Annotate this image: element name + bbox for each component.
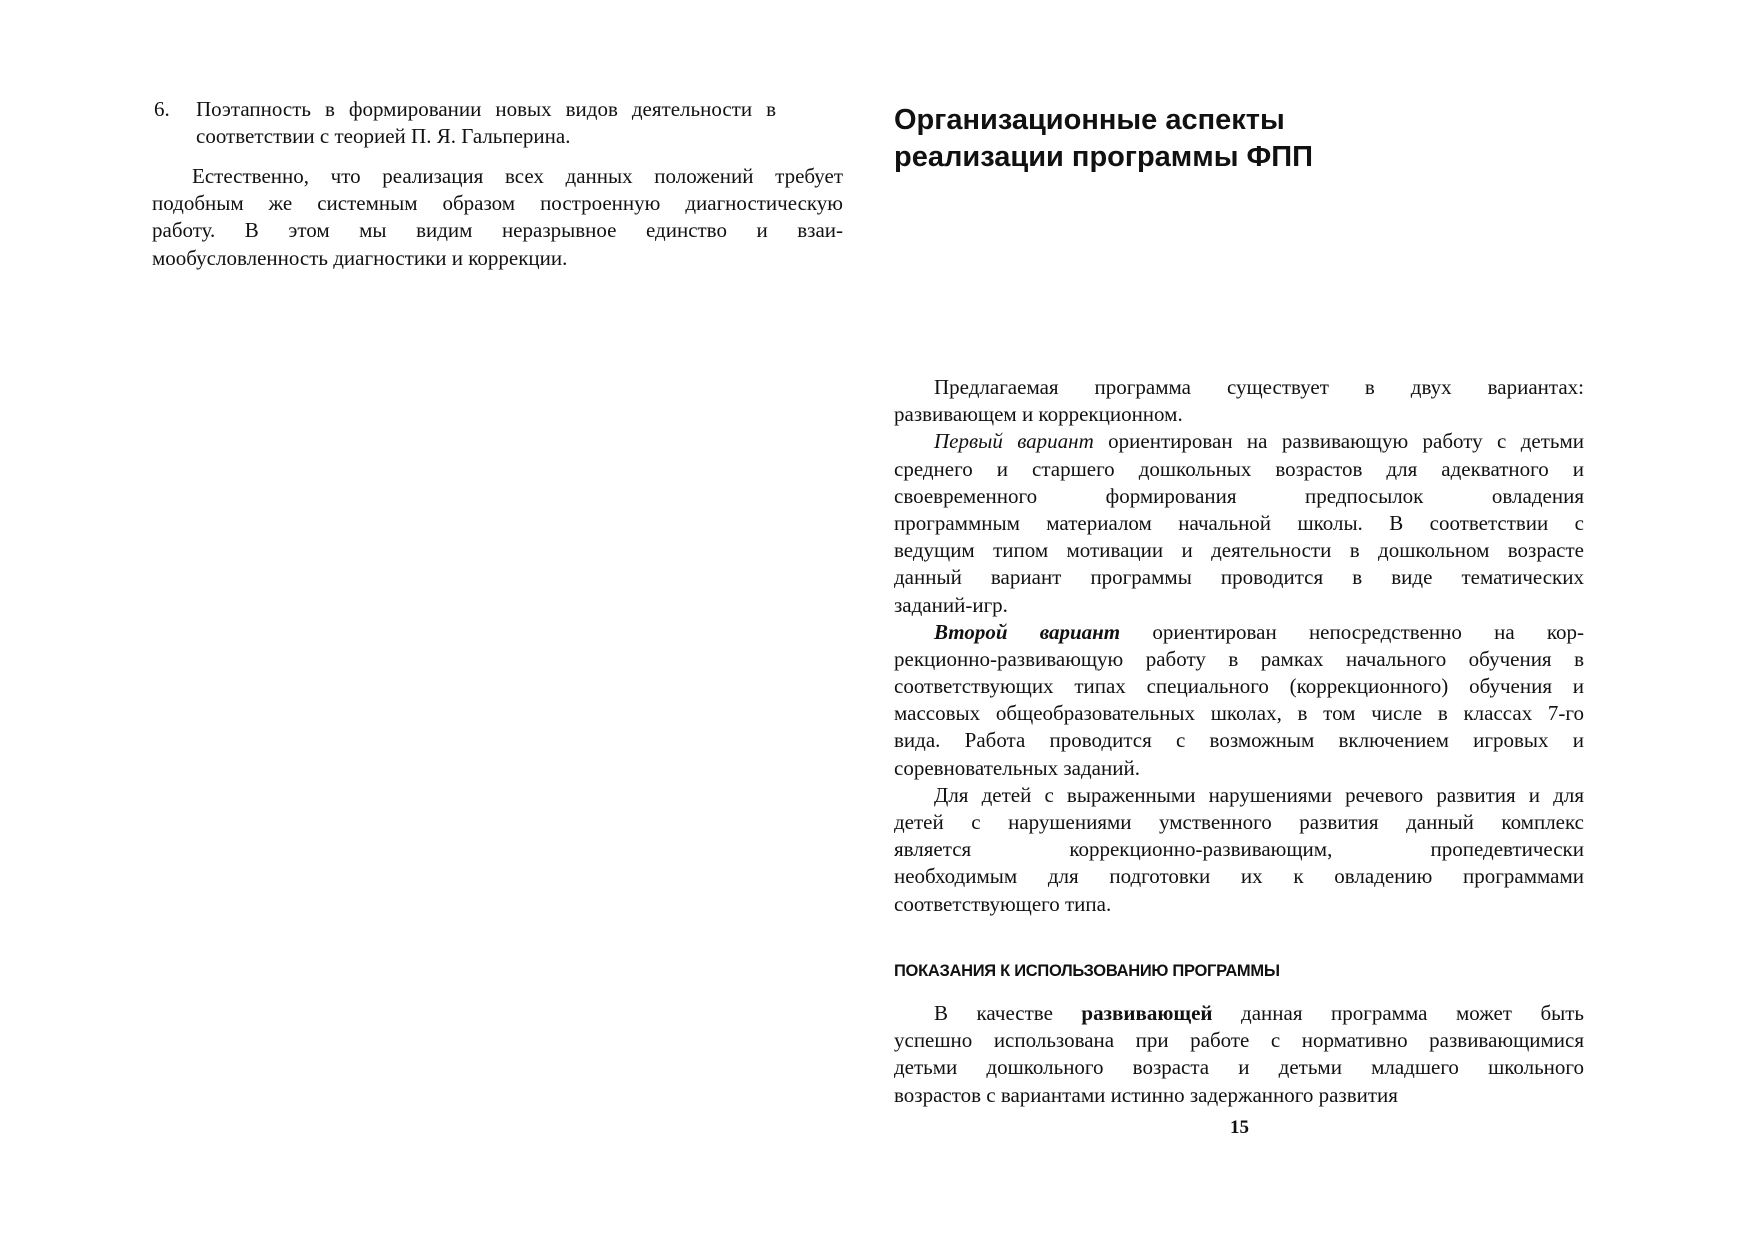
- text-run: развивающем и коррекционном.: [894, 402, 1183, 427]
- text-run: вида. Работа проводится с возможным включением игровых и: [894, 728, 1584, 753]
- text-run: Для детей с выраженными нарушениями речевого развития и для: [934, 782, 1584, 807]
- text-line: [152, 245, 843, 272]
- text-run: программным материалом начальной школы. В соответствии с: [894, 510, 1584, 535]
- text-run: соответствии с теорией П. Я. Гальперина.: [196, 124, 571, 149]
- text-line: [894, 727, 1584, 754]
- list-number: 6.: [154, 97, 170, 121]
- text-line: [894, 1000, 1584, 1027]
- text-run: Предлагаемая программа существует в двух вариантах:: [934, 375, 1584, 399]
- left-paragraph: [152, 163, 843, 272]
- emphasized-text: Второй вариант: [934, 619, 1121, 644]
- text-line: [894, 483, 1584, 510]
- text-run: соответствующих типах специального (коррекционного) обучения и: [894, 674, 1584, 699]
- text-run: ориентирован на развивающую работу с детьми: [1093, 429, 1584, 454]
- list-item-text: [196, 96, 776, 150]
- section-heading: ПОКАЗАНИЯ К ИСПОЛЬЗОВАНИЮ ПРОГРАММЫ: [894, 962, 1280, 980]
- text-line: [894, 863, 1584, 890]
- text-run: необходимым для подготовки их к овладению программами: [894, 864, 1584, 889]
- emphasized-text: развивающей: [1081, 1001, 1213, 1025]
- text-run: мообусловленность диагностики и коррекции.: [152, 245, 568, 270]
- text-run: детей с нарушениями умственного развития данный комплекс: [894, 810, 1584, 834]
- section-body: [894, 1000, 1584, 1109]
- text-run: ведущим типом мотивации и деятельности в дошкольном возрасте: [894, 538, 1584, 563]
- page-title-line: Организационные аспекты: [894, 104, 1285, 136]
- text-line: [152, 163, 843, 190]
- text-run: возрастов с вариантами истинно задержанного развития: [894, 1082, 1398, 1107]
- text-line: [152, 190, 843, 217]
- text-line: [894, 401, 1584, 428]
- text-line: [894, 673, 1584, 700]
- text-line: [894, 564, 1584, 591]
- text-line: [894, 836, 1584, 863]
- text-line: [894, 1027, 1584, 1054]
- page-title: [894, 102, 1313, 176]
- text-line: [894, 592, 1584, 619]
- emphasized-text: Первый вариант: [934, 429, 1094, 454]
- text-line: [894, 510, 1584, 537]
- text-run: среднего и старшего дошкольных возрастов для адекватного и: [894, 456, 1584, 481]
- text-run: данная программа может быть: [1212, 1001, 1585, 1025]
- text-run: массовых общеобразовательных школах, в том числе в классах 7-го: [894, 701, 1584, 726]
- text-line: [894, 891, 1584, 918]
- body-text: [894, 374, 1584, 918]
- text-line: [894, 1054, 1584, 1081]
- text-run: своевременного формирования предпосылок овладения: [894, 483, 1584, 508]
- text-line: [894, 809, 1584, 836]
- text-run: соревновательных заданий.: [894, 755, 1140, 780]
- text-line: [196, 123, 776, 150]
- text-line: [894, 428, 1584, 455]
- text-line: [894, 755, 1584, 782]
- text-run: подобным же системным образом построенную диагностическую: [152, 191, 843, 216]
- page-number: 15: [1230, 1117, 1249, 1138]
- text-run: соответствующего типа.: [894, 891, 1112, 916]
- text-run: заданий-игр.: [894, 592, 1008, 617]
- text-run: Поэтапность в формировании новых видов деятельности в: [196, 97, 776, 121]
- text-line: [894, 456, 1584, 483]
- text-run: является коррекционно-развивающим, пропедевтически: [894, 837, 1584, 862]
- text-run: работу. В этом мы видим неразрывное единство и взаи-: [152, 218, 843, 243]
- text-line: [152, 217, 843, 244]
- text-run: детьми дошкольного возраста и детьми младшего школьного: [894, 1055, 1584, 1080]
- text-run: рекционно-развивающую работу в рамках начального обучения в: [894, 646, 1584, 671]
- text-run: ориентирован непосредственно на кор-: [1120, 619, 1584, 644]
- text-line: [894, 646, 1584, 673]
- text-run: успешно использована при работе с нормативно развивающимися: [894, 1028, 1584, 1053]
- text-run: В качестве: [934, 1001, 1082, 1025]
- page-title-line: реализации программы ФПП: [894, 141, 1313, 173]
- text-line: [196, 96, 776, 123]
- text-line: [894, 782, 1584, 809]
- text-run: Естественно, что реализация всех данных положений требует: [192, 164, 843, 188]
- text-run: данный вариант программы проводится в виде тематических: [894, 565, 1584, 590]
- text-line: [894, 537, 1584, 564]
- text-line: [894, 374, 1584, 401]
- text-line: [894, 619, 1584, 646]
- text-line: [894, 700, 1584, 727]
- text-line: [894, 1082, 1584, 1109]
